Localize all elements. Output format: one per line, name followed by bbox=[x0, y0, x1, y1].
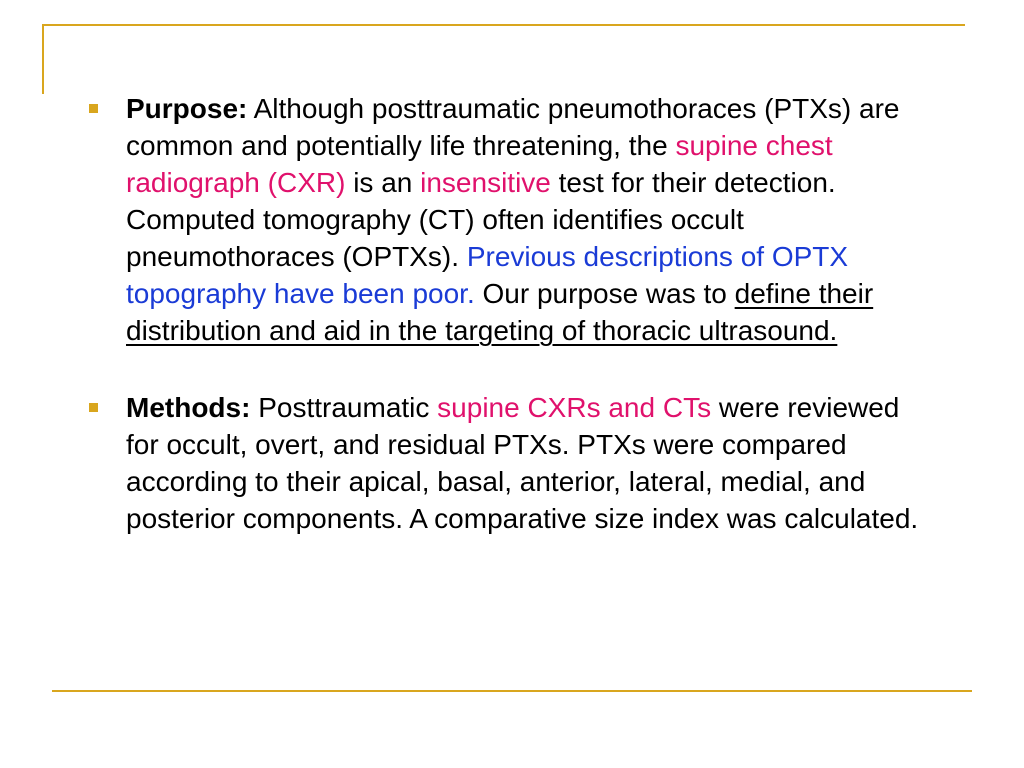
slide-content bbox=[88, 90, 928, 537]
methods-highlight-cxrs-cts: supine CXRs and CTs bbox=[437, 392, 712, 423]
square-bullet-icon bbox=[89, 403, 98, 412]
purpose-text-1: Although posttraumatic pneumothoraces (PTXs) are common and potentially life threatening, the bbox=[126, 93, 900, 161]
methods-label: Methods: bbox=[126, 392, 251, 423]
purpose-highlight-previous: Previous descriptions of OPTX topography have been poor. bbox=[126, 241, 849, 309]
purpose-bullet bbox=[88, 90, 928, 349]
purpose-highlight-insensitive: insensitive bbox=[420, 167, 551, 198]
purpose-text-2: is an bbox=[345, 167, 421, 198]
purpose-text-4: Our purpose was to bbox=[474, 278, 735, 309]
left-rule-line bbox=[42, 24, 44, 94]
purpose-highlight-cxr: supine chest radiograph (CXR) bbox=[126, 130, 833, 198]
methods-text-1: Posttraumatic bbox=[250, 392, 438, 423]
square-bullet-icon bbox=[89, 104, 98, 113]
purpose-underlined-goal: define their distribution and aid in the targeting of thoracic ultrasound. bbox=[126, 278, 874, 346]
purpose-label: Purpose: bbox=[126, 93, 248, 124]
purpose-text-3: test for their detection. Computed tomography (CT) often identifies occult pneumothoraces (OPTXs). bbox=[126, 167, 836, 272]
methods-text-2: were reviewed for occult, overt, and residual PTXs. PTXs were compared according to their apical, basal, anterior, lateral, medial, and posterior components. A comparative size index was calculated. bbox=[126, 392, 919, 534]
bottom-rule-line bbox=[52, 690, 972, 692]
top-rule-line bbox=[42, 24, 965, 26]
methods-bullet bbox=[88, 389, 928, 537]
